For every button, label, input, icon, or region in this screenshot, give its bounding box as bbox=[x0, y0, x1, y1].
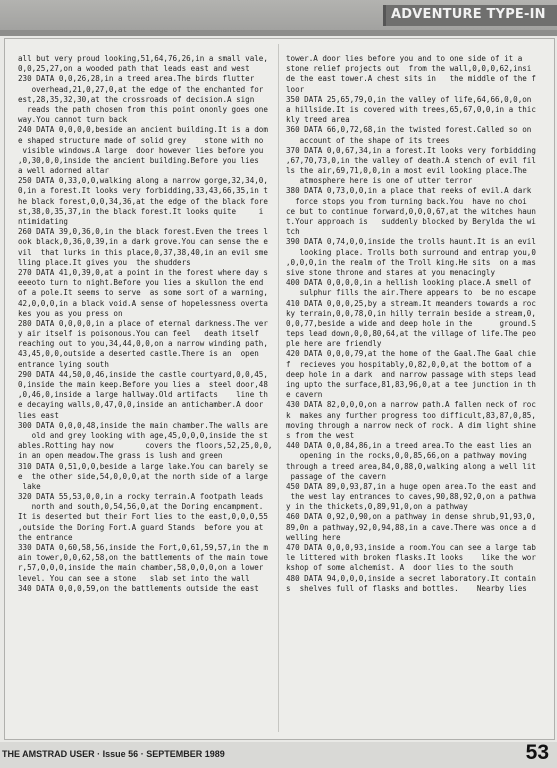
listing-line: ,outside the Doring Fort.A guard Stands before you at bbox=[18, 522, 264, 532]
footer bbox=[0, 742, 557, 768]
listing-line: level. You can see a stone slab set into the wall bbox=[18, 573, 250, 583]
listing-line: way.You cannot turn back bbox=[18, 115, 128, 125]
listing-line: 380 DATA 0,73,0,0,in a place that reeks of evil.A dark bbox=[286, 186, 532, 196]
listing-line: k makes any further progress too difficult,83,87,0,85, bbox=[286, 410, 536, 420]
listing-line: 410 DATA 0,0,0,25,by a stream.It meanders towards a roc bbox=[286, 298, 536, 308]
listing-column-right bbox=[286, 54, 546, 594]
listing-line: ,0,0,0,in the realm of the Troll king.He sits on a mas bbox=[286, 257, 536, 267]
listing-line: ,0,30,0,0,inside the ancient building.Before you lies bbox=[18, 155, 259, 165]
listing-line: 0,0,77,beside a wide and deep hole in the ground.S bbox=[286, 318, 536, 328]
listing-line: 450 DATA 89,0,93,87,in a huge open area.To the east and bbox=[286, 481, 536, 491]
section-label: ADVENTURE TYPE-IN bbox=[391, 7, 546, 22]
listing-line: y in the thickets,0,89,91,0,on a pathway bbox=[286, 502, 468, 512]
listing-line: 470 DATA 0,0,0,93,inside a room.You can see a large tab bbox=[286, 543, 536, 552]
listing-line: ing upto the surface,81,83,96,0,at a tee junction in th bbox=[286, 380, 536, 389]
listing-line: 310 DATA 0,51,0,0,beside a large lake.You can barely se bbox=[18, 461, 268, 471]
listing-line: north and south,0,54,56,0,at the Doring encampment. bbox=[18, 502, 264, 512]
listing-line: e cavern bbox=[286, 390, 323, 400]
listing-line: 42,0,0,0,in a black void.A sense of hopelessness overta bbox=[18, 298, 268, 308]
listing-line: y air itself is poisonous.You can feel death itself bbox=[18, 329, 259, 339]
listing-line: 460 DATA 0,92,0,90,on a pathway in dense shrub,91,93,0, bbox=[286, 512, 536, 522]
listing-line: overhead,21,0,27,0,at the edge of the enchanted for bbox=[18, 84, 264, 94]
page-number: 53 bbox=[525, 741, 549, 764]
listing-line: a well adorned altar bbox=[18, 166, 109, 176]
listing-line: ce but to continue forward,0,0,0,67,at the witches haun bbox=[286, 206, 536, 216]
listing-line: 290 DATA 44,50,0,46,inside the castle courtyard,0,0,45, bbox=[18, 369, 268, 379]
listing-line: all but very proud looking,51,64,76,26,in a small vale, bbox=[18, 54, 268, 63]
publication-line: THE AMSTRAD USER · Issue 56 · SEPTEMBER 1989 bbox=[2, 749, 225, 759]
listing-line: 420 DATA 0,0,0,79,at the home of the Gaal.The Gaal chie bbox=[286, 349, 536, 359]
listing-line: 400 DATA 0,0,0,0,in a hellish looking place.A smell of bbox=[286, 278, 532, 288]
listing-line: 230 DATA 0,0,26,28,in a treed area.The birds flutter bbox=[18, 74, 255, 84]
listing-line: 320 DATA 55,53,0,0,in a rocky terrain.A footpath leads bbox=[18, 492, 264, 502]
listing-line: through a treed area,84,0,88,0,walking along a well lit bbox=[286, 461, 536, 471]
listing-line: old and grey looking with age,45,0,0,0,inside the st bbox=[18, 430, 268, 440]
listing-line: ,0,46,0,inside a large hallway.Old artifacts line th bbox=[18, 390, 268, 400]
listing-line: looking place. Trolls both surround and entrap you,0 bbox=[286, 247, 536, 257]
listing-line: 43,45,0,0,outside a deserted castle.There is an open bbox=[18, 349, 259, 359]
listing-line: moving through a narrow neck of rock. A dim light shine bbox=[286, 420, 536, 430]
listing-line: 250 DATA 0,33,0,0,walking along a narrow gorge,32,34,0, bbox=[18, 176, 268, 186]
listing-line: kshop of some alchemist. A door lies to the south bbox=[286, 563, 514, 573]
listing-line: visible windows.A large door however lies before you bbox=[18, 145, 264, 155]
listing-line: lies east bbox=[18, 410, 59, 420]
listing-line: s from the west bbox=[286, 430, 355, 440]
listing-line: est,28,35,32,30,at the crossroads of decision.A sign bbox=[18, 94, 255, 104]
listing-line: 89,0n a pathway,92,0,94,88,in a cave.There was once a d bbox=[286, 522, 536, 532]
listing-line: It is deserted but their Fort lies to the east,0,0,0,55 bbox=[18, 512, 268, 522]
listing-line: eeeoto turn to night.Before you lies a skullon the end bbox=[18, 278, 264, 288]
listing-line: ntimidating bbox=[18, 217, 68, 226]
listing-line: 360 DATA 66,0,72,68,in the twisted forest.Called so on bbox=[286, 125, 532, 135]
listing-line: of a pole.It seems to serve as some sort of a warning, bbox=[18, 288, 268, 298]
listing-line: 330 DATA 0,60,58,56,inside the Fort,0,61,59,57,in the m bbox=[18, 543, 268, 552]
listing-line: ables.Rotting hay now covers the floors,52,25,0,0, bbox=[18, 441, 273, 451]
listing-line: tower.A door lies before you and to one side of it a bbox=[286, 54, 523, 63]
listing-line: 350 DATA 25,65,79,0,in the valley of life,64,66,0,0,on bbox=[286, 94, 532, 104]
listing-line: 260 DATA 39,0,36,0,in the black forest.Even the trees l bbox=[18, 227, 268, 237]
listing-line: sive stone throne and stares at you menacingly bbox=[286, 267, 496, 277]
listing-line: force stops you from turning back.You have no choi bbox=[286, 196, 527, 206]
listing-line: lake bbox=[18, 481, 41, 491]
listing-line: deep hole in a dark and narrow passage with steps lead bbox=[286, 369, 536, 379]
listing-line: ain tower,0,0,62,58,on the battlements of the main towe bbox=[18, 553, 268, 563]
listing-line: 440 DATA 0,0,84,86,in a treed area.To the east lies an bbox=[286, 441, 532, 451]
listing-line: 300 DATA 0,0,0,48,inside the main chamber.The walls are bbox=[18, 420, 268, 430]
listing-line: e the other side,54,0,0,0,at the north side of a large bbox=[18, 471, 268, 481]
listing-line: 430 DATA 82,0,0,0,on a narrow path.A fallen neck of roc bbox=[286, 400, 536, 410]
listing-line: 480 DATA 94,0,0,0,inside a secret laboratory.It contain bbox=[286, 573, 536, 583]
listing-line: ple here are friendly bbox=[286, 339, 382, 349]
listing-line: he black forest,0,0,34,36,at the edge of the black fore bbox=[18, 196, 268, 206]
listing-line: lling place.It gives you the shudders bbox=[18, 257, 191, 267]
listing-line: the entrance bbox=[18, 532, 73, 542]
listing-line: a hillside.It is covered with trees,65,67,0,0,in a thic bbox=[286, 104, 536, 114]
listing-line: stone relief projects out from the wall,0,0,0,62,insi bbox=[286, 64, 532, 74]
listing-line: t.Your approach is suddenly blocked by Berylda the wi bbox=[286, 217, 536, 226]
listing-line: de the east tower.A chest sits in the middle of the f bbox=[286, 74, 536, 84]
listing-line: 0,in a forest.It looks very forbidding,33,43,66,35,in t bbox=[18, 186, 268, 196]
listing-line: the west lay entrances to caves,90,88,92,0,on a pathwa bbox=[286, 492, 536, 502]
listing-line: teps lead down,0,0,80,64,at the village of life.The peo bbox=[286, 329, 536, 339]
listing-line: sulphur fills the air.There appears to be no escape bbox=[286, 288, 536, 298]
listing-line: r,57,0,0,0,inside the main chamber,58,0,0,0,on a lower bbox=[18, 563, 264, 573]
listing-line: atmosphere here is one of utter terror bbox=[286, 176, 473, 186]
listing-line: 340 DATA 0,0,0,59,on the battlements outside the east bbox=[18, 583, 259, 593]
listing-line: ,67,70,73,0,in the valley of death.A stench of evil fil bbox=[286, 155, 536, 165]
listing-line: 0,inside the main keep.Before you lies a steel door,48 bbox=[18, 380, 268, 389]
listing-line: kly treed area bbox=[286, 115, 350, 125]
listing-line: reads the path chosen from this point ononly goes one bbox=[18, 104, 268, 114]
listing-line: e shaped structure made of solid grey stone with no bbox=[18, 135, 264, 145]
listing-line: st,38,0,35,37,in the black forest.It looks quite i bbox=[18, 206, 264, 216]
listing-line: 0,0,25,27,on a wooded path that leads east and west bbox=[18, 64, 250, 74]
listing-line: s shelves full of flasks and bottles. Nearby lies bbox=[286, 583, 527, 593]
listing-line: tch bbox=[286, 227, 300, 237]
listing-line: loor bbox=[286, 84, 305, 94]
listing-line: 240 DATA 0,0,0,0,beside an ancient building.It is a dom bbox=[18, 125, 268, 135]
listing-line: ls the air,69,71,0,0,in a most evil looking place.The bbox=[286, 166, 527, 176]
listing-line: 370 DATA 0,0,67,34,in a forest.It looks very forbidding bbox=[286, 145, 536, 155]
top-shade-band bbox=[0, 30, 557, 36]
listing-line: e decaying walls,0,47,0,0,inside an antichamber.A door bbox=[18, 400, 264, 410]
listing-line: welling here bbox=[286, 532, 341, 542]
listing-line: reaching out to you,34,44,0,0,on a narrow winding path, bbox=[18, 339, 268, 349]
listing-line: f recieves you hospitably,0,82,0,0,at the bottom of a bbox=[286, 359, 532, 369]
listing-line: passage of the cavern bbox=[286, 471, 386, 481]
listing-line: le littered with broken flasks.It looks like the wor bbox=[286, 553, 536, 563]
listing-line: ook black,0,36,0,39,in a dark grove.You can sense the e bbox=[18, 237, 268, 247]
header-bar bbox=[0, 0, 557, 30]
listing-line: 270 DATA 41,0,39,0,at a point in the forest where day s bbox=[18, 267, 268, 277]
listing-line: opening in the rocks,0,0,85,66,on a pathway moving bbox=[286, 451, 527, 461]
listing-line: entrance lying south bbox=[18, 359, 109, 369]
listing-line: kes you as you press on bbox=[18, 308, 123, 318]
column-divider bbox=[278, 44, 279, 732]
listing-line: ky terrain,0,0,78,0,in hilly terrain beside a stream,0, bbox=[286, 308, 536, 318]
listing-column-left bbox=[18, 54, 276, 594]
listing-line: 390 DATA 0,74,0,0,inside the trolls haunt.It is an evil bbox=[286, 237, 536, 247]
listing-line: account of the shape of its trees bbox=[286, 135, 450, 145]
listing-line: vil that lurks in this place,0,37,38,40,in an evil sme bbox=[18, 247, 268, 257]
listing-line: 280 DATA 0,0,0,0,in a place of eternal darkness.The ver bbox=[18, 318, 268, 328]
listing-line: in an open meadow.The grass is lush and green bbox=[18, 451, 223, 461]
